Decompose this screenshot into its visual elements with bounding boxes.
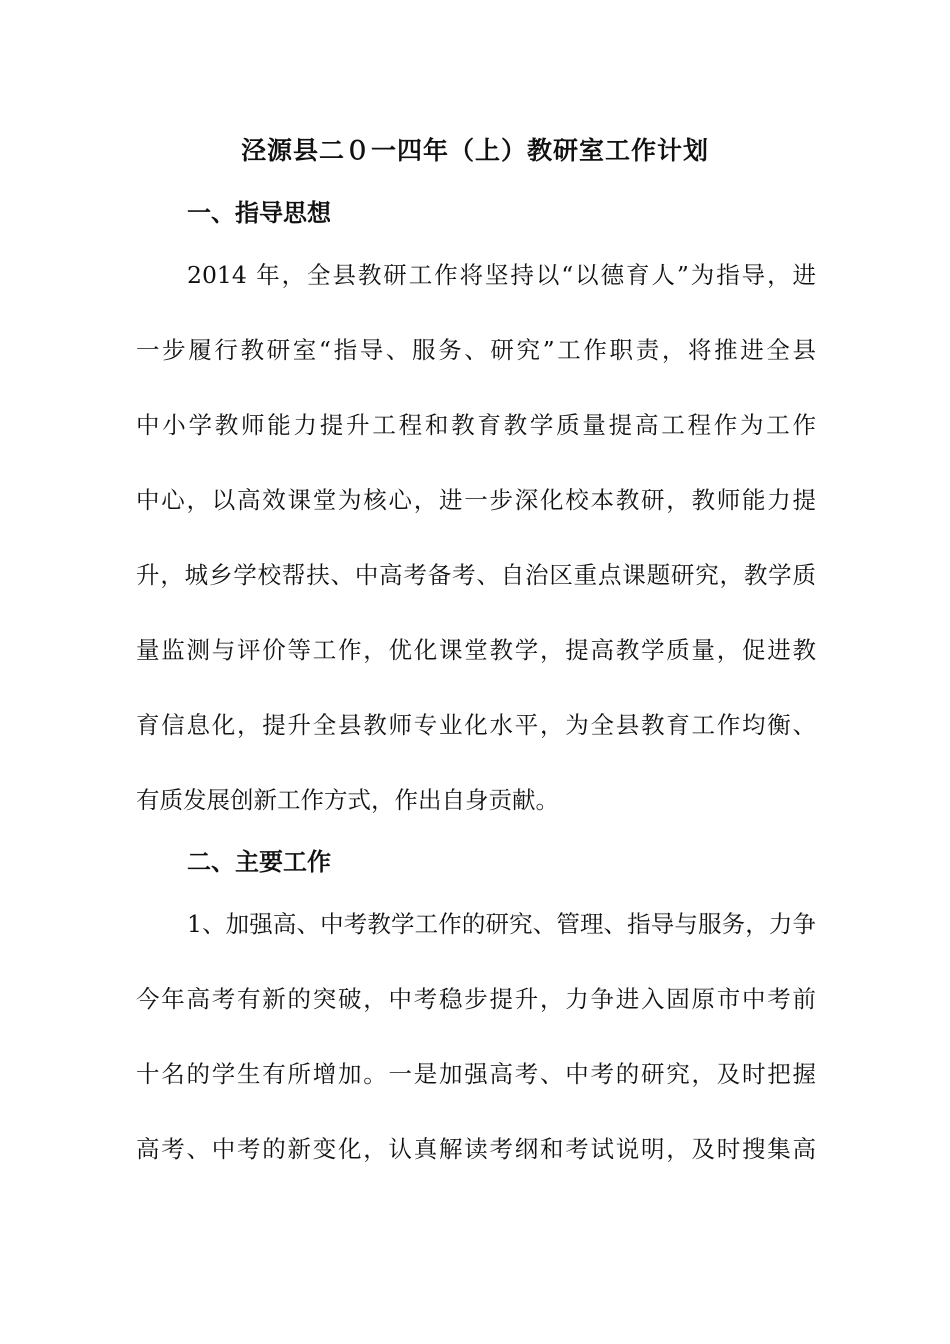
paragraph-line: 今年高考有新的突破，中考稳步提升，力争进入固原市中考前 [136,985,816,1013]
section-heading-guiding-ideology: 一、指导思想 [187,198,331,227]
paragraph-line: 量监测与评价等工作，优化课堂教学，提高教学质量，促进教 [136,636,816,664]
paragraph-line: 中心，以高效课堂为核心，进一步深化校本教研，教师能力提 [136,486,816,514]
paragraph-line: 1、加强高、中考教学工作的研究、管理、指导与服务，力争 [187,910,816,938]
paragraph-main-work [136,887,816,1187]
paragraph-line: 2014 年，全县教研工作将坚持以“以德育人”为指导，进 [187,261,816,289]
section-heading-main-work: 二、主要工作 [187,847,331,876]
paragraph-line: 育信息化，提升全县教师专业化水平，为全县教育工作均衡、 [136,711,816,739]
paragraph-line: 高考、中考的新变化，认真解读考纲和考试说明，及时搜集高 [136,1135,816,1163]
paragraph-line: 中小学教师能力提升工程和教育教学质量提高工程作为工作 [136,411,816,439]
paragraph-line: 一步履行教研室“指导、服务、研究”工作职责，将推进全县 [136,336,816,364]
document-title: 泾源县二０一四年（上）教研室工作计划 [240,136,709,165]
paragraph-line: 有质发展创新工作方式，作出自身贡献。 [136,786,559,814]
paragraph-guiding-ideology [136,238,816,838]
paragraph-line: 十名的学生有所增加。一是加强高考、中考的研究，及时把握 [136,1060,816,1088]
paragraph-line: 升，城乡学校帮扶、中高考备考、自治区重点课题研究，教学质 [136,561,816,589]
